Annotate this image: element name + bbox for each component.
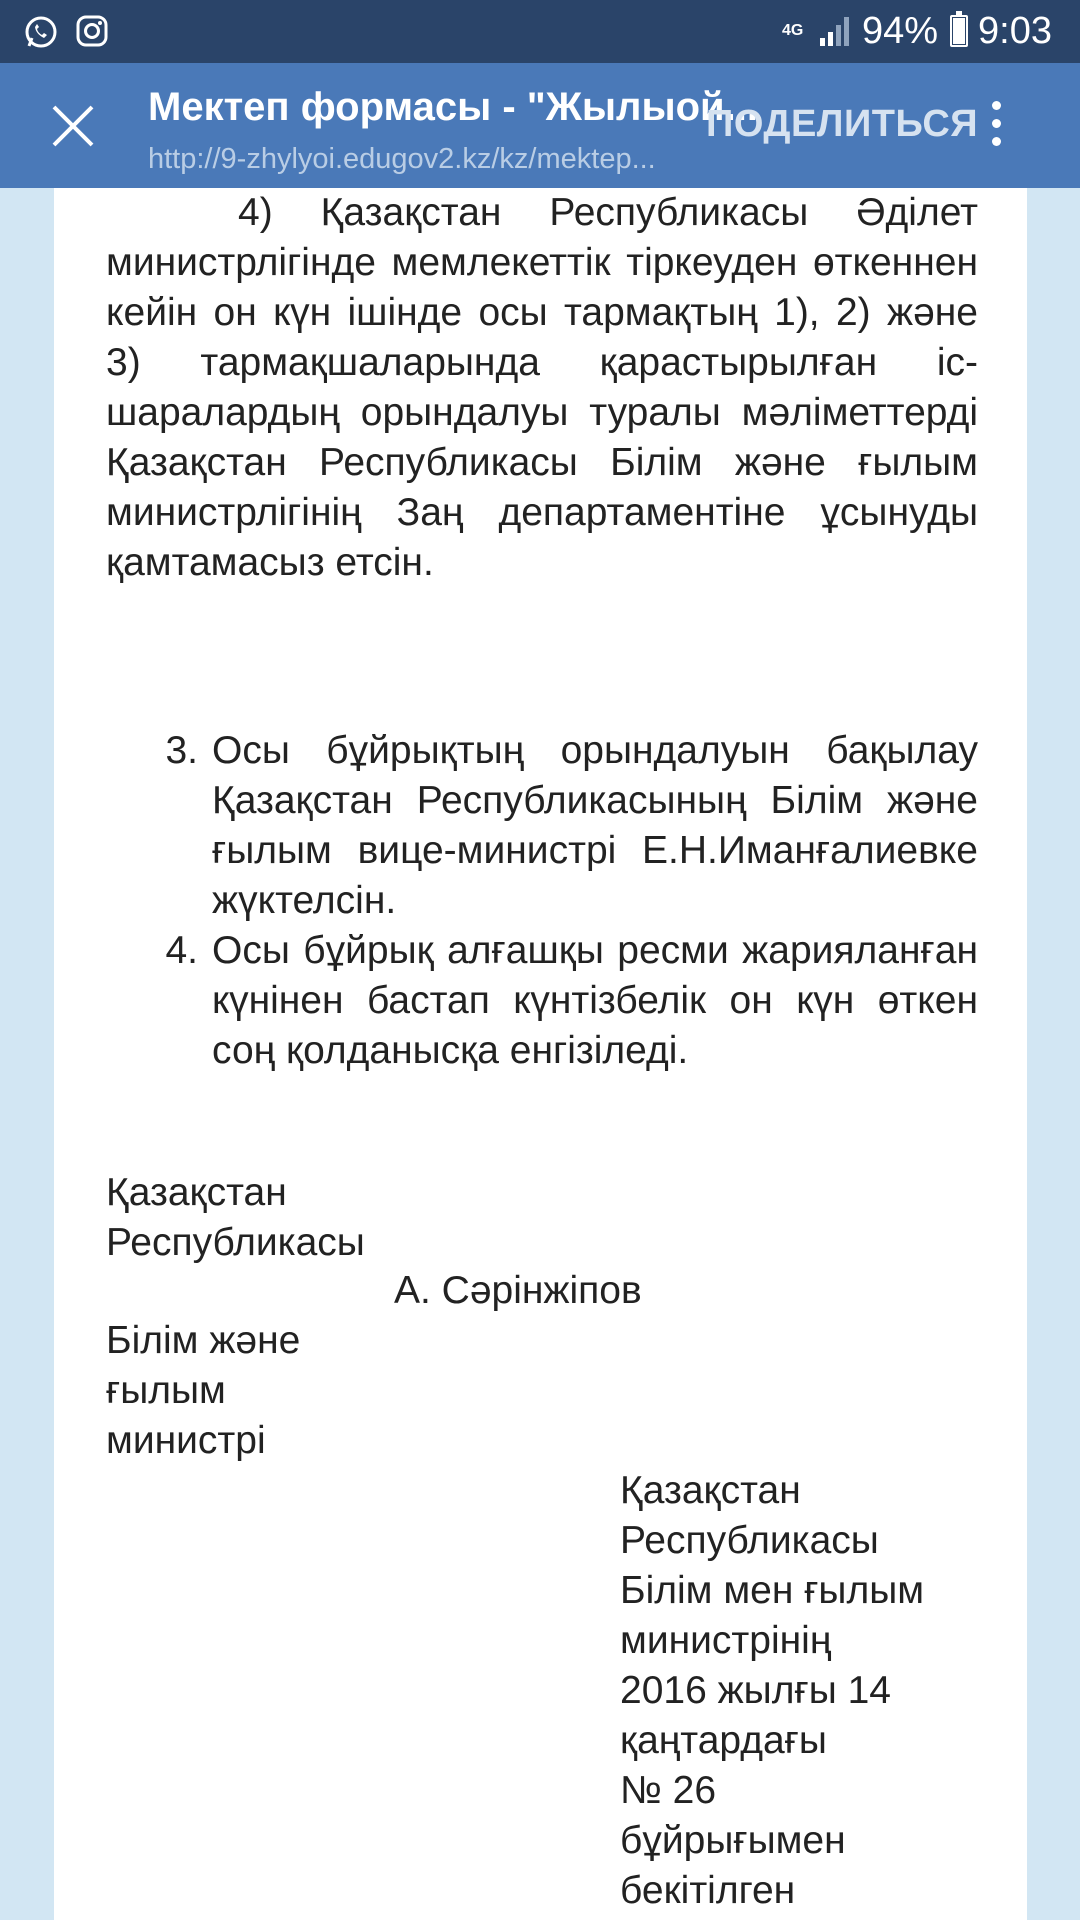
more-options-button[interactable] xyxy=(978,101,1014,155)
approval-line: Білім мен ғылым xyxy=(620,1569,925,1612)
paragraph-subitem-4 xyxy=(106,188,978,588)
approval-line: Республикасы xyxy=(620,1519,879,1562)
network-type: 4G xyxy=(781,22,804,39)
battery-percent: 94% xyxy=(861,9,939,52)
document-page xyxy=(54,188,1027,1920)
signature-position: Білім және ғылым министрі xyxy=(106,1319,301,1462)
numbered-list xyxy=(106,726,978,1076)
approval-line: министрінің xyxy=(620,1619,832,1662)
battery-icon xyxy=(950,15,968,47)
signature-name: А. Сәрінжіпов xyxy=(394,1269,642,1312)
list-item xyxy=(106,926,978,1076)
approval-line: Қазақстан xyxy=(620,1469,801,1512)
title-block xyxy=(148,81,758,179)
list-item-number: 3. xyxy=(165,729,198,772)
page-title: Мектеп формасы - "Жылыой... xyxy=(148,85,758,129)
approval-line: № 26 xyxy=(620,1769,717,1812)
system-status xyxy=(782,8,1052,54)
share-button[interactable]: ПОДЕЛИТЬСЯ xyxy=(706,103,979,145)
paragraph-text: 4) Қазақстан Республикасы Әділет министрлігінде мемлекеттік тіркеуден өткеннен кейін он күн ішінде осы тармақтың 1), 2) және 3) тармақшаларында қарастырылған іс-шаралардың орындалуы туралы мәліметтерді Қазақстан Республикасы Білім және ғылым министрлігінің Заң департаментіне ұсынуды қамтамасыз етсін. xyxy=(106,191,978,584)
status-bar xyxy=(0,0,1080,63)
list-item-number: 4. xyxy=(165,929,198,972)
list-item-text: Осы бұйрықтың орындалуын бақылау Қазақстан Республикасының Білім және ғылым вице-министрі Е.Н.Иманғалиевке жүктелсін. xyxy=(212,729,978,922)
whatsapp-icon xyxy=(22,13,60,51)
approval-line: 2016 жылғы 14 xyxy=(620,1669,891,1712)
approval-line: бұйрығымен xyxy=(620,1819,846,1862)
approval-note xyxy=(620,1466,1020,1916)
signal-icon xyxy=(818,14,852,48)
battery-fill xyxy=(953,18,965,44)
instagram-icon xyxy=(74,13,110,49)
clock: 9:03 xyxy=(978,9,1052,52)
more-icon-dot xyxy=(992,119,1001,128)
approval-line: бекітілген xyxy=(620,1869,796,1912)
page-url: http://9-zhylyoi.edugov2.kz/kz/mektep... xyxy=(148,143,656,175)
close-icon xyxy=(40,93,106,159)
signature-country: Қазақстан Республикасы xyxy=(106,1171,365,1264)
list-item-text: Осы бұйрық алғашқы ресми жарияланған күнінен бастап күнтізбелік он күн өткен соң қолданысқа енгізіледі. xyxy=(212,929,978,1072)
more-icon-dot xyxy=(992,101,1001,110)
list-item xyxy=(106,726,978,926)
more-icon-dot xyxy=(992,137,1001,146)
close-button[interactable] xyxy=(40,93,106,159)
approval-line: қаңтардағы xyxy=(620,1719,827,1762)
notification-icons xyxy=(22,13,110,51)
app-bar xyxy=(0,63,1080,188)
